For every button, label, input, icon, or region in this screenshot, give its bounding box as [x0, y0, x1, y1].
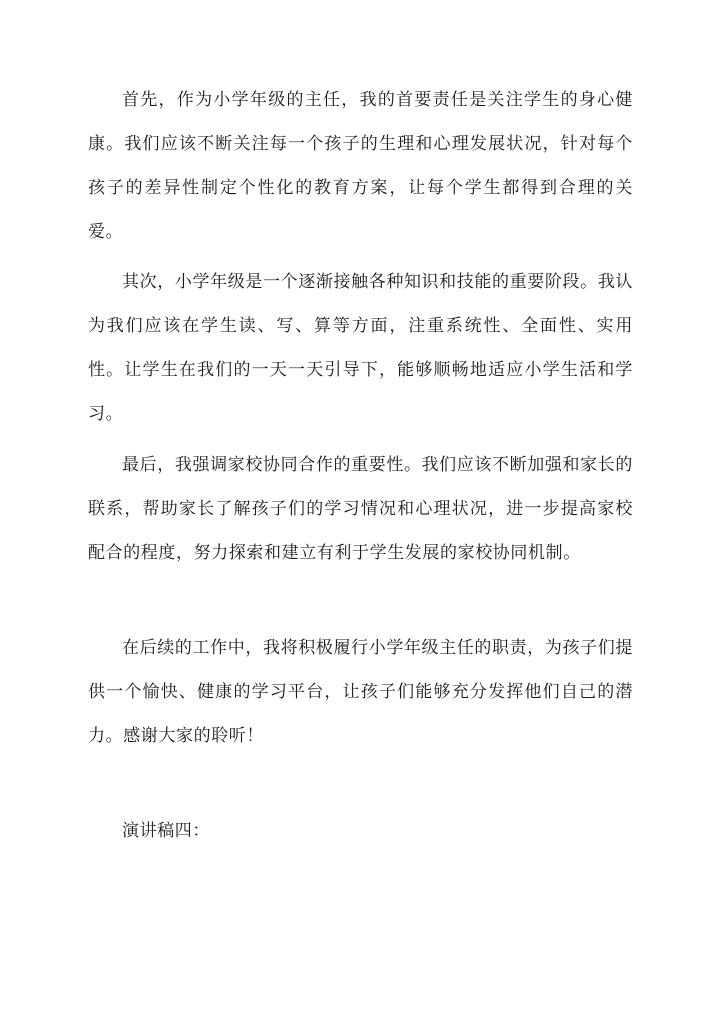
- section-heading-speech-four: 演讲稿四：: [122, 821, 210, 841]
- paragraph-closing-remarks: 在后续的工作中，我将积极履行小学年级主任的职责，为孩子们提供一个愉快、健康的学习平台，让孩子们能够充分发挥他们自己的潜力。感谢大家的聆听！: [88, 638, 633, 746]
- paragraph-health-responsibility: 首先，作为小学年级的主任，我的首要责任是关注学生的身心健康。我们应该不断关注每一个孩子的生理和心理发展状况，针对每个孩子的差异性制定个性化的教育方案，让每个学生都得到合理的关爱。: [88, 90, 633, 242]
- paragraph-home-school-cooperation: 最后，我强调家校协同合作的重要性。我们应该不断加强和家长的联系，帮助家长了解孩子们的学习情况和心理状况，进一步提高家校配合的程度，努力探索和建立有利于学生发展的家校协同机制。: [88, 455, 633, 563]
- paragraph-knowledge-skills: 其次，小学年级是一个逐渐接触各种知识和技能的重要阶段。我认为我们应该在学生读、写、算等方面，注重系统性、全面性、实用性。让学生在我们的一天一天引导下，能够顺畅地适应小学生活和学习。: [88, 272, 633, 424]
